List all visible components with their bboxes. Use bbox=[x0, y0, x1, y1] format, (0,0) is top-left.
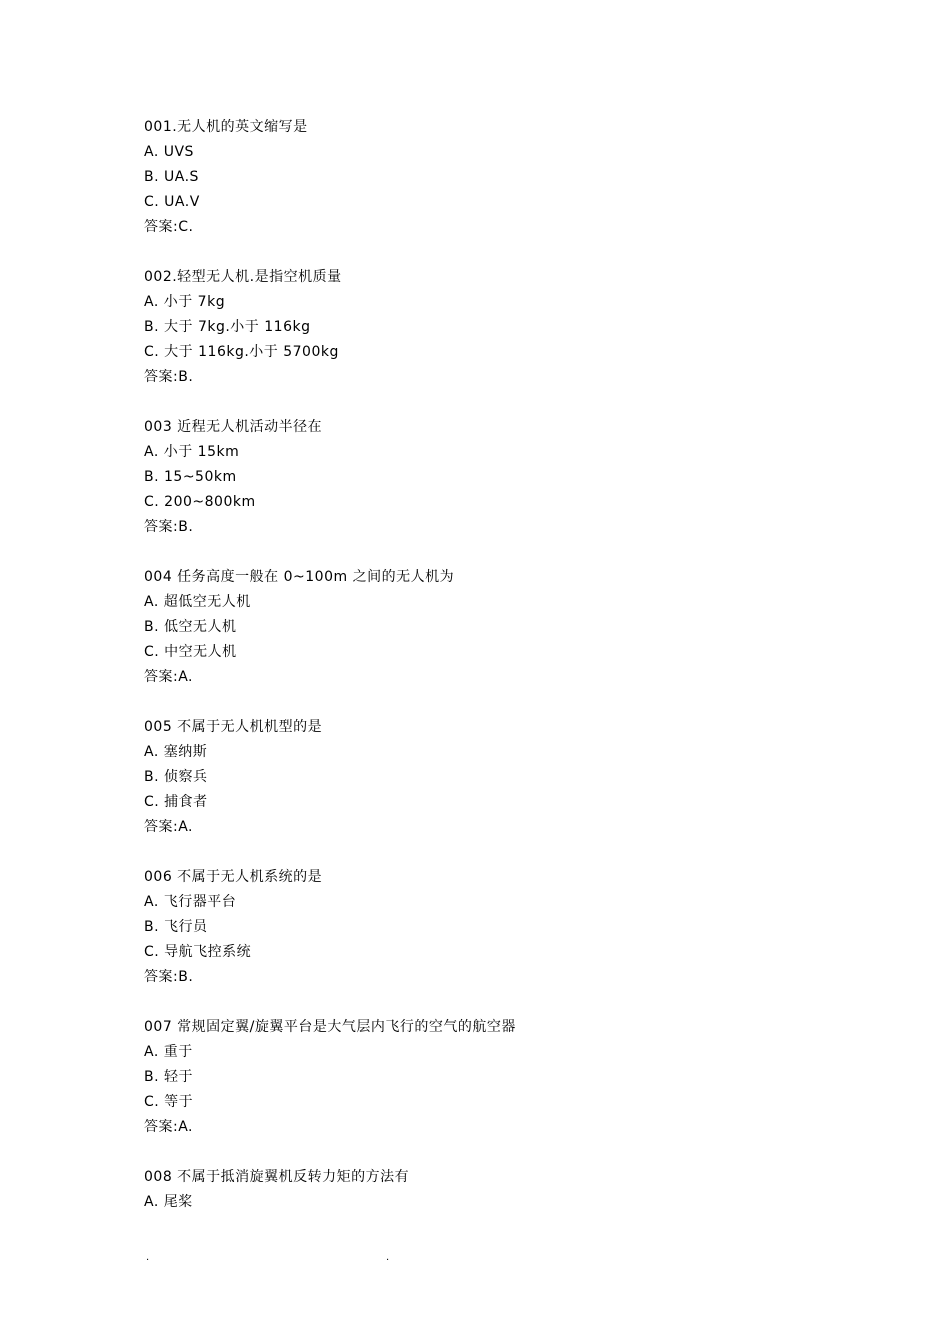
question-006 bbox=[144, 865, 844, 990]
question-stem: 003 近程无人机活动半径在 bbox=[144, 419, 323, 435]
option-b: B. 大于 7kg.小于 116kg bbox=[144, 319, 311, 335]
answer: 答案:A. bbox=[144, 819, 193, 835]
option-a: A. 尾桨 bbox=[144, 1194, 193, 1210]
option-c: C. 中空无人机 bbox=[144, 644, 237, 660]
option-a: A. 飞行器平台 bbox=[144, 894, 237, 910]
question-stem: 004 任务高度一般在 0~100m 之间的无人机为 bbox=[144, 569, 455, 585]
answer: 答案:B. bbox=[144, 519, 194, 535]
option-a: A. 小于 7kg bbox=[144, 294, 226, 310]
option-b: B. 低空无人机 bbox=[144, 619, 237, 635]
option-a: A. 超低空无人机 bbox=[144, 594, 251, 610]
option-b: B. 侦察兵 bbox=[144, 769, 208, 785]
question-stem: 002.轻型无人机.是指空机质量 bbox=[144, 269, 342, 285]
question-stem: 006 不属于无人机系统的是 bbox=[144, 869, 323, 885]
footer-right-dot: . bbox=[386, 1252, 390, 1263]
answer: 答案:A. bbox=[144, 669, 193, 685]
question-002 bbox=[144, 265, 844, 390]
answer: 答案:B. bbox=[144, 969, 194, 985]
option-c: C. 200~800km bbox=[144, 494, 256, 510]
question-stem: 005 不属于无人机机型的是 bbox=[144, 719, 323, 735]
option-b: B. 轻于 bbox=[144, 1069, 194, 1085]
option-a: A. 重于 bbox=[144, 1044, 193, 1060]
option-c: C. 大于 116kg.小于 5700kg bbox=[144, 344, 339, 360]
answer: 答案:B. bbox=[144, 369, 194, 385]
question-001 bbox=[144, 115, 844, 240]
question-stem: 007 常规固定翼/旋翼平台是大气层内飞行的空气的航空器 bbox=[144, 1019, 516, 1035]
question-005 bbox=[144, 715, 844, 840]
option-a: A. 小于 15km bbox=[144, 444, 240, 460]
question-004 bbox=[144, 565, 844, 690]
question-stem: 008 不属于抵消旋翼机反转力矩的方法有 bbox=[144, 1169, 410, 1185]
option-c: C. UA.V bbox=[144, 194, 200, 210]
question-list bbox=[144, 115, 844, 1240]
answer: 答案:C. bbox=[144, 219, 194, 235]
question-003 bbox=[144, 415, 844, 540]
option-a: A. 塞纳斯 bbox=[144, 744, 208, 760]
option-a: A. UVS bbox=[144, 144, 194, 160]
option-b: B. UA.S bbox=[144, 169, 199, 185]
question-stem: 001.无人机的英文缩写是 bbox=[144, 119, 308, 135]
question-008 bbox=[144, 1165, 844, 1215]
question-007 bbox=[144, 1015, 844, 1140]
option-c: C. 导航飞控系统 bbox=[144, 944, 252, 960]
footer-left-dot: . bbox=[146, 1252, 150, 1263]
answer: 答案:A. bbox=[144, 1119, 193, 1135]
option-c: C. 捕食者 bbox=[144, 794, 208, 810]
option-b: B. 飞行员 bbox=[144, 919, 208, 935]
option-b: B. 15~50km bbox=[144, 469, 237, 485]
option-c: C. 等于 bbox=[144, 1094, 194, 1110]
